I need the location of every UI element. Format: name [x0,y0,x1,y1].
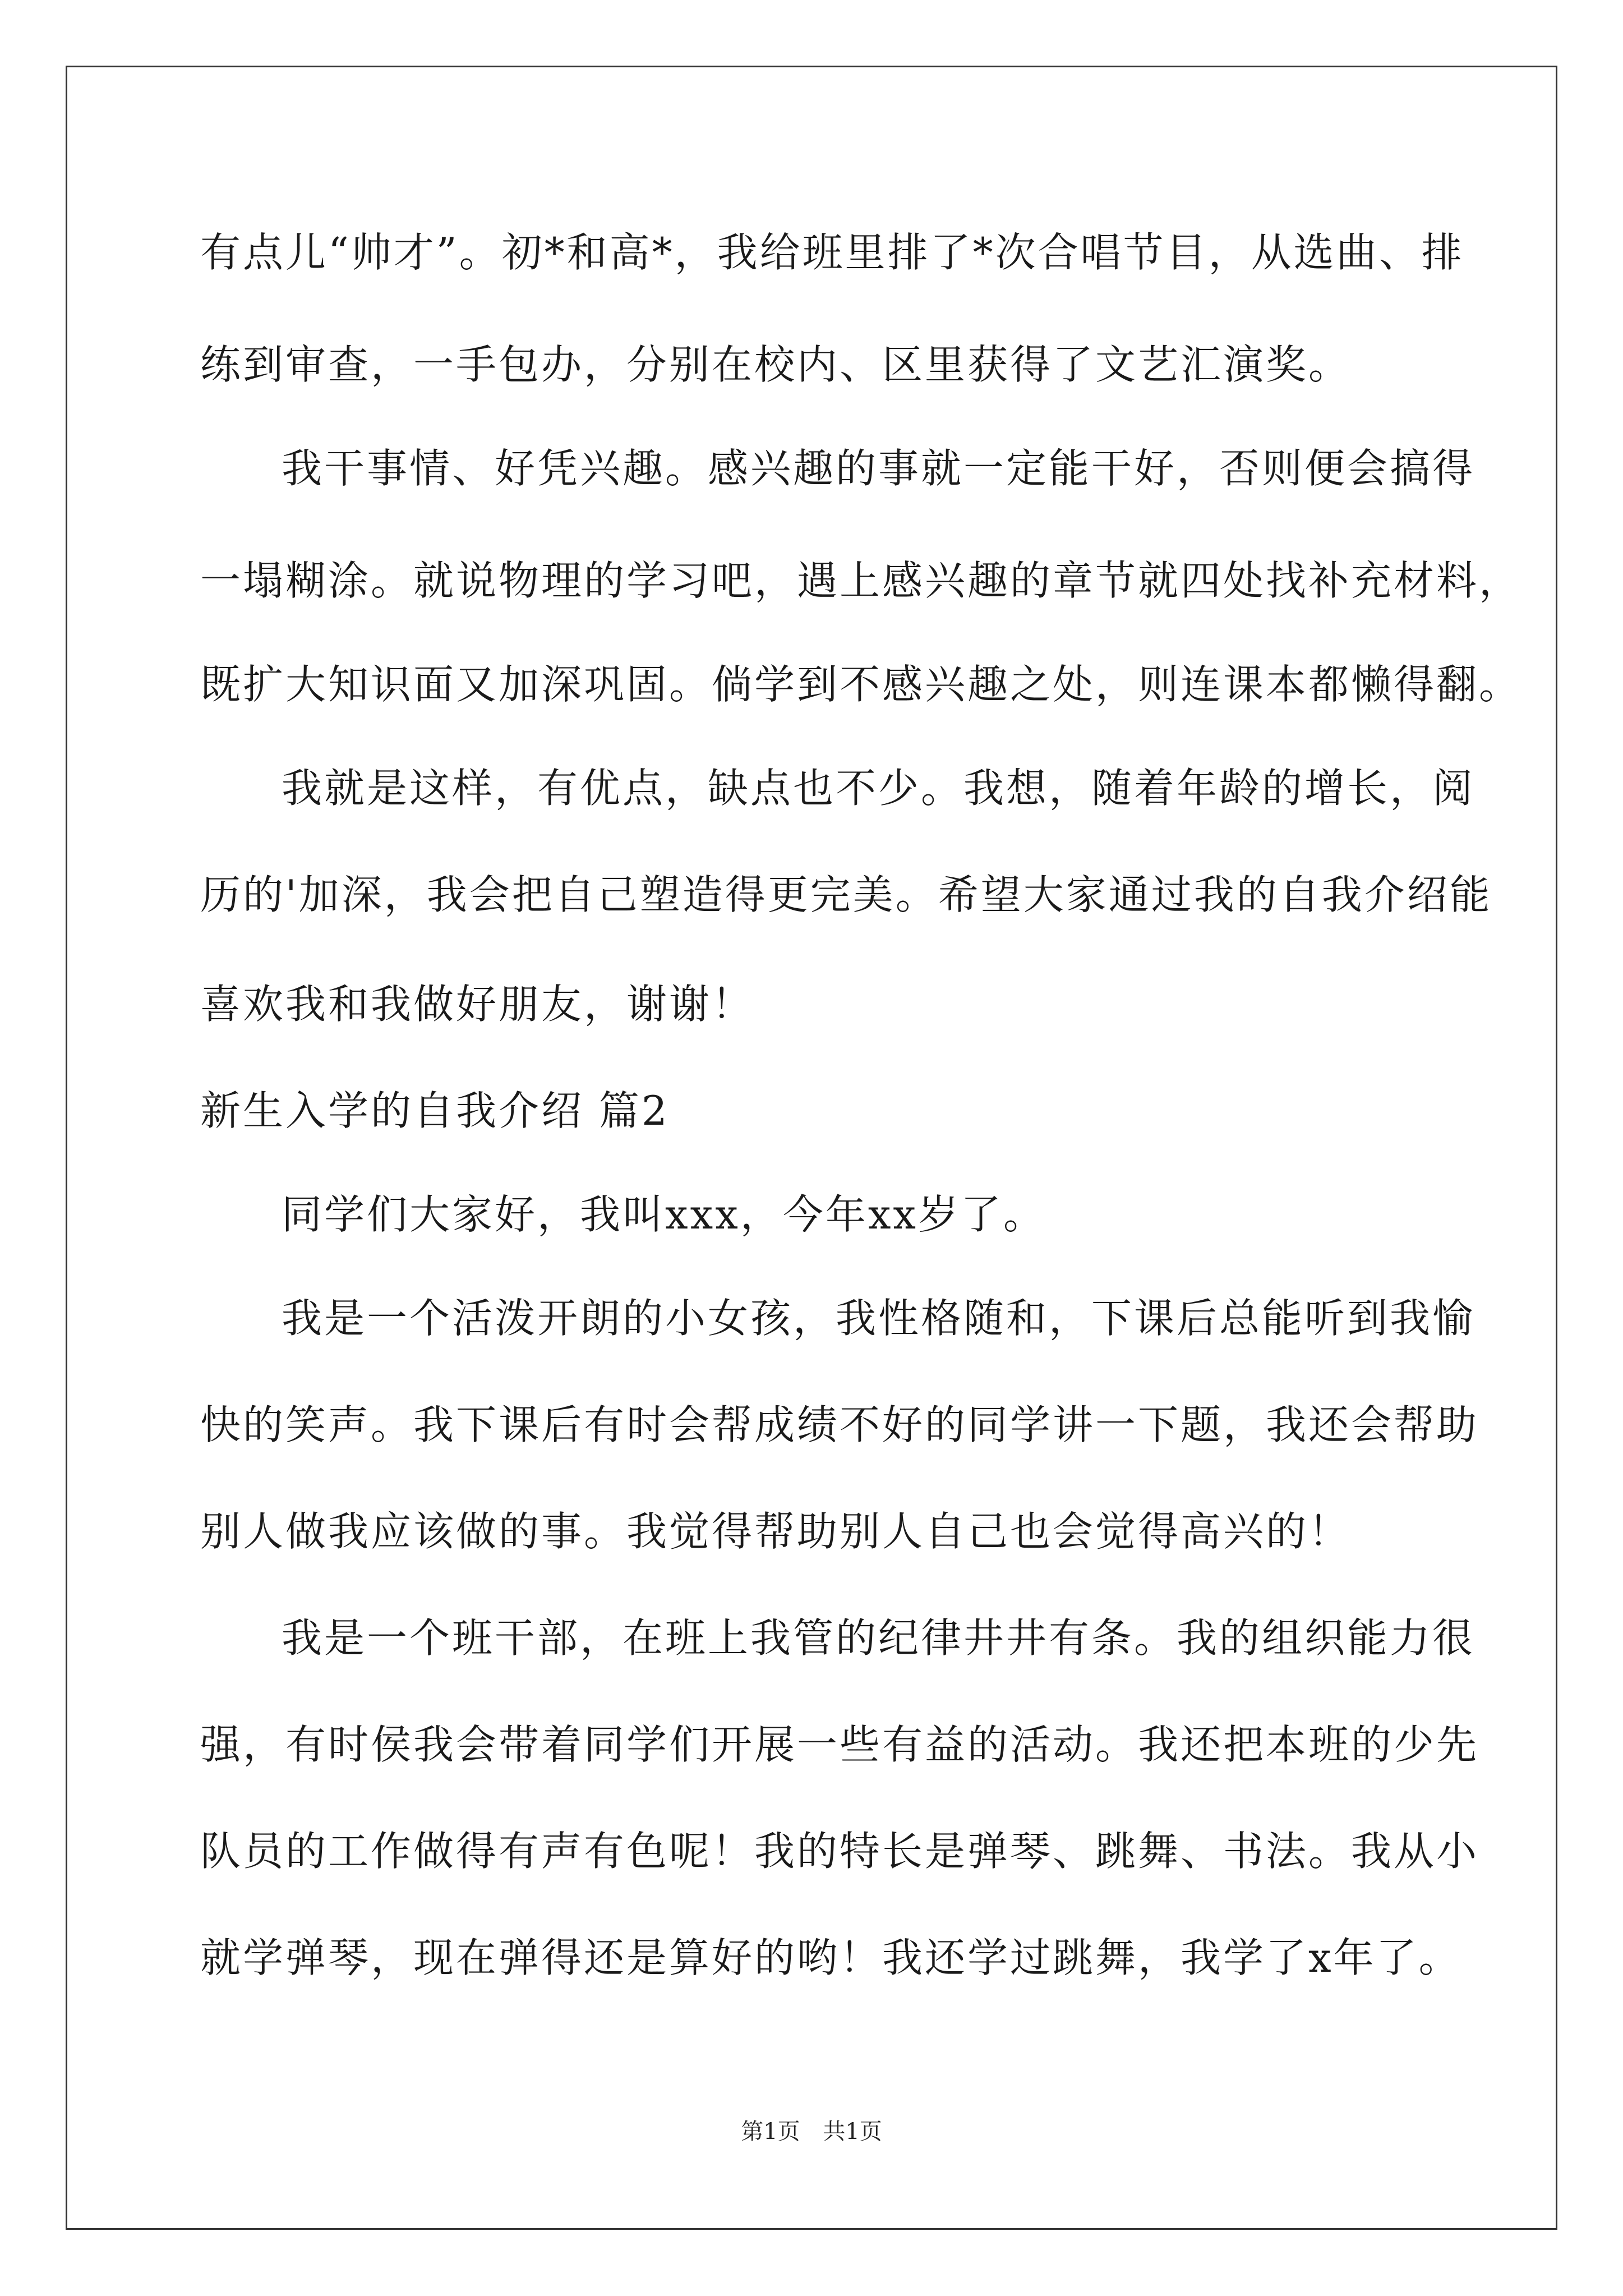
body-text-line: 我就是这样，有优点，缺点也不少。我想，随着年龄的增长，阅 [282,765,1476,812]
page-number: 第1页 [741,2119,800,2145]
body-text-line: 一塌糊涂。就说物理的学习吧，遇上感兴趣的章节就四处找补充材料， [200,557,1522,604]
body-text-line: 我干事情、好凭兴趣。感兴趣的事就一定能干好，否则便会搞得 [282,445,1476,492]
page-total: 共1页 [823,2119,882,2145]
body-text-line: 历的'加深，我会把自己塑造得更完美。希望大家通过我的自我介绍能 [200,871,1492,918]
body-text-line: 练到审查，一手包办，分别在校内、区里获得了文艺汇演奖。 [200,341,1352,388]
body-text-line: 喜欢我和我做好朋友，谢谢！ [200,981,755,1028]
body-text-line: 就学弹琴，现在弹得还是算好的哟！我还学过跳舞，我学了x年了。 [200,1934,1461,1981]
body-text-line: 我是一个班干部，在班上我管的纪律井井有条。我的组织能力很 [282,1614,1476,1662]
section-heading: 新生入学的自我介绍 篇2 [200,1087,670,1134]
body-text-line: 别人做我应该做的事。我觉得帮助别人自己也会觉得高兴的！ [200,1508,1352,1555]
body-text-line: 快的笑声。我下课后有时会帮成绩不好的同学讲一下题，我还会帮助 [200,1401,1479,1448]
body-text-line: 有点儿“帅才”。初*和高*，我给班里排了*次合唱节目，从选曲、排 [200,229,1464,276]
body-text-line: 同学们大家好，我叫xxx，今年xx岁了。 [282,1191,1046,1238]
body-text-line: 我是一个活泼开朗的小女孩，我性格随和，下课后总能听到我愉 [282,1295,1476,1342]
page-footer [0,2115,1623,2148]
body-text-line: 队员的工作做得有声有色呢！我的特长是弹琴、跳舞、书法。我从小 [200,1828,1479,1875]
body-text-line: 既扩大知识面又加深巩固。倘学到不感兴趣之处，则连课本都懒得翻。 [200,661,1522,708]
body-text-line: 强，有时侯我会带着同学们开展一些有益的活动。我还把本班的少先 [200,1721,1479,1768]
